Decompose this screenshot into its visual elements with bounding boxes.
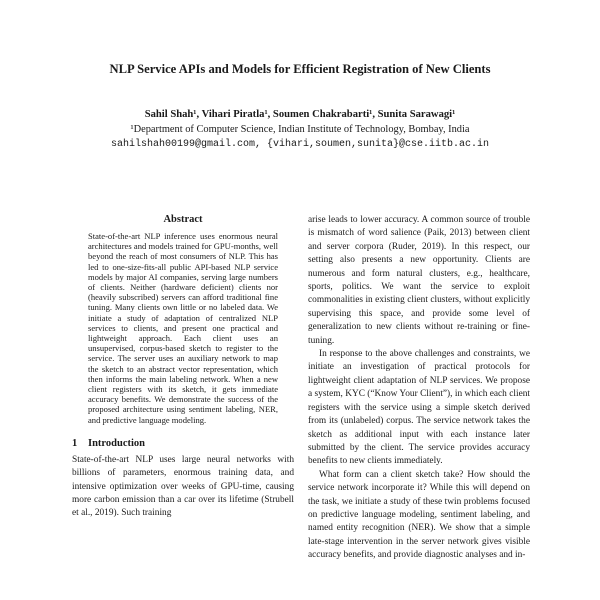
left-column [72, 214, 294, 521]
body-paragraph-2: In response to the above challenges and constraints, we initiate an investigation of practical protocols for lightweight client adaptation of NLP services. We propose a system, KYC (“Know Your Client”), in which each client registers with the service using a simple sketch derived from its (unlabeled) corpus. The service network takes the sketch as additional input with each instance later submitted by the client. The service provides accuracy benefits to new clients immediately. [308, 349, 530, 467]
body-paragraph-1: arise leads to lower accuracy. A common source of trouble is mismatch of word salience (Paik, 2013) between client and server corpora (Ruder, 2019). In this respect, our setting also presents a new opportunity. Clients are numerous and form natural clusters, e.g., healthcare, sports, politics. We want the service to exploit commonalities in existing client clusters, without explicitly supervising this space, and provide some level of generalization to new clients without re-training or fine-tuning. [308, 215, 530, 346]
body-paragraph-3: What form can a client sketch take? How should the service network incorporate it? While this will depend on the task, we initiate a study of these twin problems focused on predictive language modeling, sentiment labeling, and named entity recognition (NER). We show that a simple late-stage intervention in the server network gives visible accuracy benefits, and provide diagnostic analyses and in- [308, 469, 530, 561]
introduction-paragraph: State-of-the-art NLP uses large neural networks with billions of parameters, enormous training data, and intensive optimization over weeks of GPU-time, causing more carbon emission than a car over its lifetime (Strubell et al., 2019). Such training [72, 454, 294, 519]
section-heading-introduction [72, 438, 294, 449]
section-title: Introduction [88, 437, 145, 449]
paper-emails: sahilshah00199@gmail.com, {vihari,soumen,sunita}@cse.iitb.ac.in [110, 139, 490, 150]
abstract-text: State-of-the-art NLP inference uses enormous neural architectures and models trained for GPU-months, well beyond the reach of most consumers of NLP. This has led to one-size-fits-all public API-based NLP service models by major AI companies, serving large numbers of clients. Neither (hardware deficient) clients nor (heavily subscribed) servers can afford traditional fine tuning. Many clients own little or no labeled data. We initiate a study of adaptation of centralized NLP services to clients, and present one practical and lightweight approach. Each client uses an unsupervised, corpus-based sketch to register to the service. The server uses an auxiliary network to map the sketch to an abstract vector representation, which then informs the main labeling network. When a new client registers with its sketch, it gets immediate accuracy benefits. We demonstrate the success of the proposed architecture using sentiment labeling, NER, and predictive language modeling. [88, 231, 278, 425]
right-column [308, 214, 530, 563]
paper-authors: Sahil Shah¹, Vihari Piratla¹, Soumen Chakrabarti¹, Sunita Sarawagi¹ [144, 109, 456, 120]
paper-affiliation: ¹Department of Computer Science, Indian Institute of Technology, Bombay, India [130, 124, 470, 135]
abstract-heading: Abstract [163, 214, 203, 225]
paper-title: NLP Service APIs and Models for Efficient Registration of New Clients [109, 62, 491, 76]
section-number: 1 [72, 437, 78, 449]
